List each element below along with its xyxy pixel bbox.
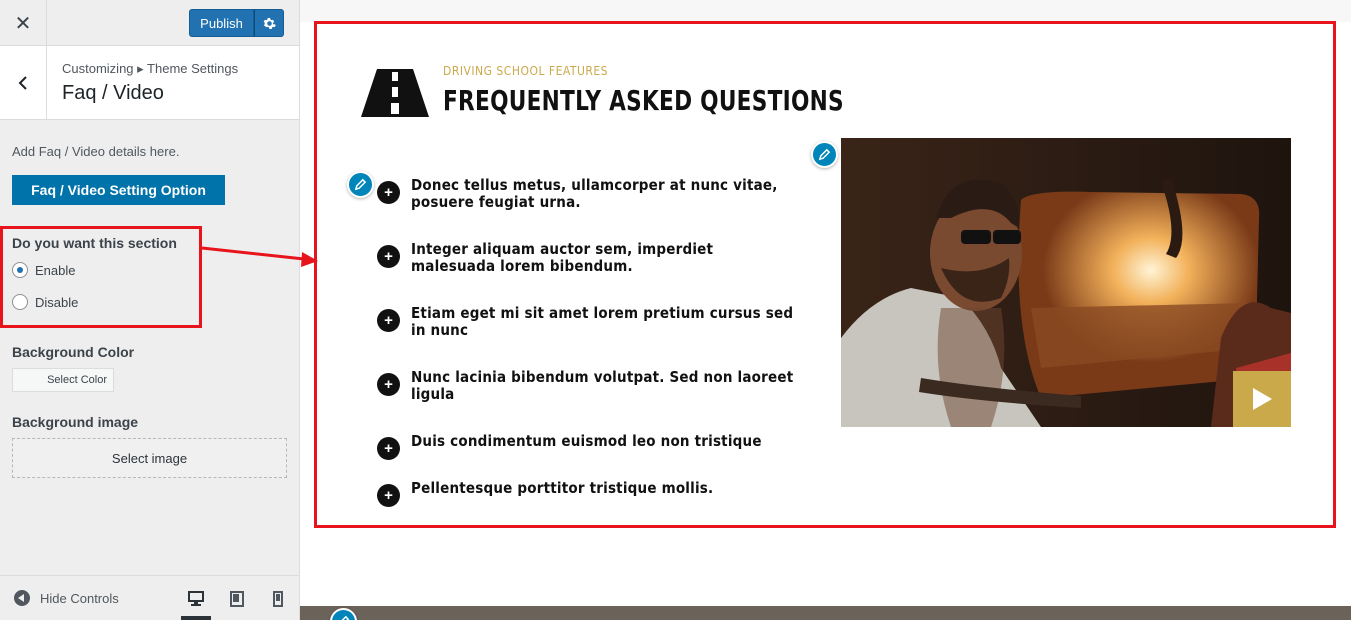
select-image-button[interactable]: Select image — [12, 438, 287, 478]
plus-icon[interactable]: + — [377, 245, 400, 268]
back-button[interactable] — [0, 46, 47, 119]
pencil-icon — [337, 615, 350, 620]
mobile-preview-button[interactable] — [263, 586, 293, 620]
play-icon — [1251, 387, 1273, 411]
desktop-icon — [188, 591, 204, 606]
section-title: Faq / Video — [62, 82, 164, 104]
faq-question: Duis condimentum euismod leo non tristique — [411, 432, 762, 450]
customizer-footer — [0, 575, 299, 620]
section-eyebrow: DRIVING SCHOOL FEATURES — [443, 64, 609, 78]
plus-icon[interactable]: + — [377, 484, 400, 507]
faq-question: Pellentesque porttitor tristique mollis. — [411, 479, 714, 497]
pencil-icon — [354, 178, 367, 191]
desktop-preview-button[interactable] — [181, 586, 211, 620]
road-icon — [361, 69, 429, 117]
customizer-sidebar — [0, 0, 300, 620]
disable-radio-option[interactable] — [12, 294, 78, 310]
select-color-button[interactable] — [12, 368, 114, 392]
collapse-arrow-icon — [14, 590, 30, 606]
hide-controls-label: Hide Controls — [40, 590, 119, 606]
background-image-label: Background image — [12, 414, 139, 430]
plus-icon[interactable]: + — [377, 437, 400, 460]
tablet-preview-button[interactable] — [222, 586, 252, 620]
mobile-icon — [273, 591, 283, 607]
enable-label: Enable — [35, 262, 76, 278]
section-toggle-group — [0, 226, 202, 328]
disable-radio[interactable] — [12, 294, 28, 310]
faq-item[interactable] — [377, 433, 797, 460]
background-color-label: Background Color — [12, 344, 135, 360]
driver-photo — [841, 138, 1291, 427]
gear-icon — [263, 17, 276, 30]
close-customizer-button[interactable] — [0, 0, 47, 46]
publish-group — [189, 9, 284, 37]
edit-video-shortcut[interactable] — [811, 141, 838, 168]
preview-top-strip — [300, 0, 1351, 22]
faq-question: Etiam eget mi sit amet lorem pretium cursus sed in nunc — [411, 304, 794, 339]
faq-video-setting-option-button[interactable]: Faq / Video Setting Option — [12, 175, 225, 205]
faq-item[interactable] — [377, 305, 797, 339]
site-preview — [300, 0, 1351, 620]
enable-radio-option[interactable] — [12, 262, 75, 278]
select-color-label: Select Color — [47, 374, 107, 386]
faq-item[interactable] — [377, 241, 797, 275]
chevron-left-icon — [18, 75, 28, 91]
edit-faq-shortcut[interactable] — [347, 171, 374, 198]
faq-question: Donec tellus metus, ullamcorper at nunc vitae, posuere feugiat urna. — [411, 176, 778, 211]
faq-video-section[interactable] — [314, 21, 1336, 528]
publish-button[interactable]: Publish — [189, 9, 254, 37]
play-video-button[interactable] — [1233, 371, 1291, 427]
enable-radio[interactable] — [12, 262, 28, 278]
customizer-topbar — [0, 0, 299, 46]
pencil-icon — [818, 148, 831, 161]
faq-item[interactable] — [377, 177, 797, 211]
faq-item[interactable] — [377, 480, 797, 507]
annotation-arrow — [200, 240, 320, 270]
faq-question: Nunc lacinia bibendum volutpat. Sed non laoreet ligula — [411, 368, 794, 403]
video-thumbnail[interactable] — [841, 138, 1291, 427]
section-description: Add Faq / Video details here. — [12, 144, 180, 159]
hide-controls-button[interactable] — [14, 590, 119, 606]
publish-settings-button[interactable] — [254, 9, 284, 37]
faq-question: Integer aliquam auctor sem, imperdiet malesuada lorem bibendum. — [411, 240, 714, 275]
disable-label: Disable — [35, 294, 79, 310]
faq-item[interactable] — [377, 369, 797, 403]
tablet-icon — [230, 591, 244, 607]
breadcrumb: Customizing ▸ Theme Settings — [62, 61, 239, 76]
section-header — [0, 46, 299, 120]
plus-icon[interactable]: + — [377, 181, 400, 204]
plus-icon[interactable]: + — [377, 373, 400, 396]
plus-icon[interactable]: + — [377, 309, 400, 332]
section-toggle-label: Do you want this section — [12, 235, 177, 251]
close-icon: ✕ — [14, 12, 32, 35]
next-section-preview — [300, 606, 1351, 620]
faq-heading: FREQUENTLY ASKED QUESTIONS — [443, 84, 844, 117]
color-swatch — [13, 369, 43, 391]
